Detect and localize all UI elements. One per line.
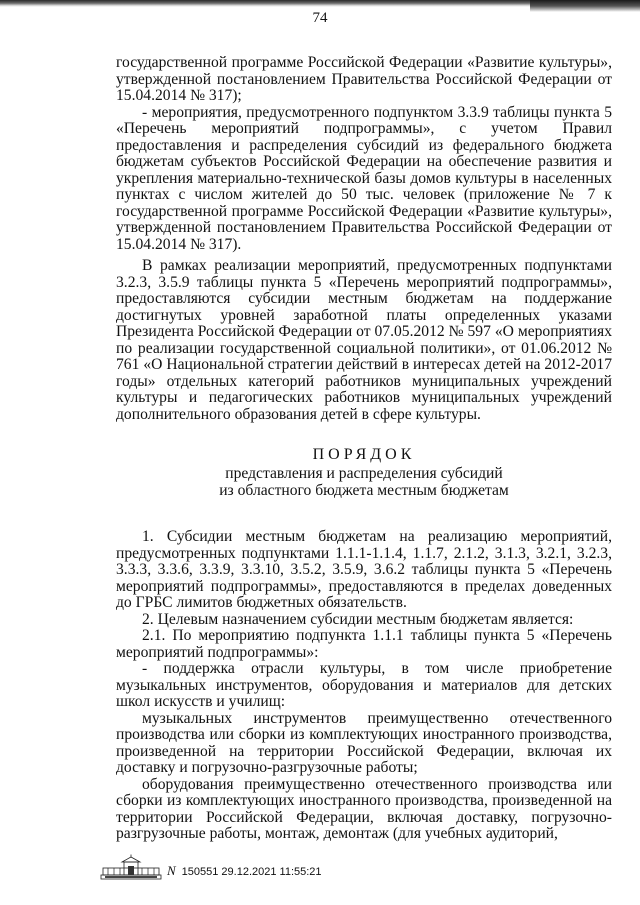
- document-footer: [100, 854, 520, 880]
- paragraph-equipment: оборудования преимущественно отечественного производства или сборки из комплектующих иностранного производства, произведенной на территории Российской Федерации, включая доставку, погрузочно-разгрузочные работы, монтаж, демонтаж (для учебных аудиторий,: [116, 775, 612, 842]
- paragraph-item-2-1: 2.1. По мероприятию подпункта 1.1.1 таблицы пункта 5 «Перечень мероприятий подпрограммы»:: [116, 627, 612, 661]
- paragraph-instruments: музыкальных инструментов преимущественно отечественного производства или сборки из комплектующих иностранного производства, произведенной на территории Российской Федерации, включая их доставку и погрузочно-разгрузочные работы;: [116, 709, 612, 776]
- footer-stamp-text: 150551 29.12.2021 11:55:21: [181, 866, 322, 878]
- document-body: [116, 55, 612, 843]
- paragraph-item-2: 2. Целевым назначением субсидии местным бюджетам является:: [142, 610, 574, 628]
- building-logo-icon: [100, 854, 162, 880]
- heading-line-2: из областного бюджета местным бюджетам: [219, 482, 509, 499]
- paragraph-support: - поддержка отрасли культуры, в том числе приобретение музыкальных инструментов, оборудования и материалов для детских школ искусств и училищ:: [116, 660, 612, 710]
- page-number: 74: [312, 10, 328, 26]
- footer-symbol: N: [167, 863, 176, 878]
- section-heading: [116, 445, 612, 499]
- paragraph-top-1: государственной программе Российской Федерации «Развитие культуры», утвержденной постановлением Правительства Российской Федерации от 15.04.2014 № 317);: [116, 54, 612, 104]
- heading-title: ПОРЯДОК: [312, 446, 416, 463]
- paragraph-top-3: В рамках реализации мероприятий, предусмотренных подпунктами 3.2.3, 3.5.9 таблицы пункта 5 «Перечень мероприятий подпрограммы», предоставляются субсидии местным бюджетам на поддержание достигнутых уровней заработной платы определенных указами Президента Российской Федерации от 07.05.2012 № 597 «О мероприятиях по реализации государственной социальной политики», от 01.06.2012 № 761 «О Национальной стратегии действий в интересах детей на 2012-2017 годы» отдельных категорий работников муниципальных учреждений культуры и педагогических работников муниципальных учреждений дополнительного образования детей в сфере культуры.: [116, 257, 612, 423]
- paragraph-top-2: - мероприятия, предусмотренного подпунктом 3.3.9 таблицы пункта 5 «Перечень мероприятий подпрограммы», с учетом Правил предоставления и распределения субсидий из федерального бюджета бюджетам субъектов Российской Федерации на обеспечение развития и укрепления материально-технической базы домов культуры в населенных пунктах с числом жителей до 50 тыс. человек (приложение № 7 к государственной программе Российской Федерации «Развитие культуры», утвержденной постановлением Правительства Российской Федерации от 15.04.2014 № 317).: [116, 103, 612, 253]
- footer-stamp: [167, 863, 322, 879]
- paragraph-item-1: 1. Субсидии местным бюджетам на реализацию мероприятий, предусмотренных подпунктами 1.1.1-1.1.4, 1.1.7, 2.1.2, 3.1.3, 3.2.1, 3.2.3, 3.3.3, 3.3.6, 3.3.9, 3.3.10, 3.5.2, 3.5.9, 3.6.2 таблицы пункта 5 «Перечень мероприятий подпрограммы», предоставляются в пределах доведенных до ГРБС лимитов бюджетных обязательств.: [116, 528, 612, 611]
- heading-line-1: представления и распределения субсидий: [225, 465, 503, 482]
